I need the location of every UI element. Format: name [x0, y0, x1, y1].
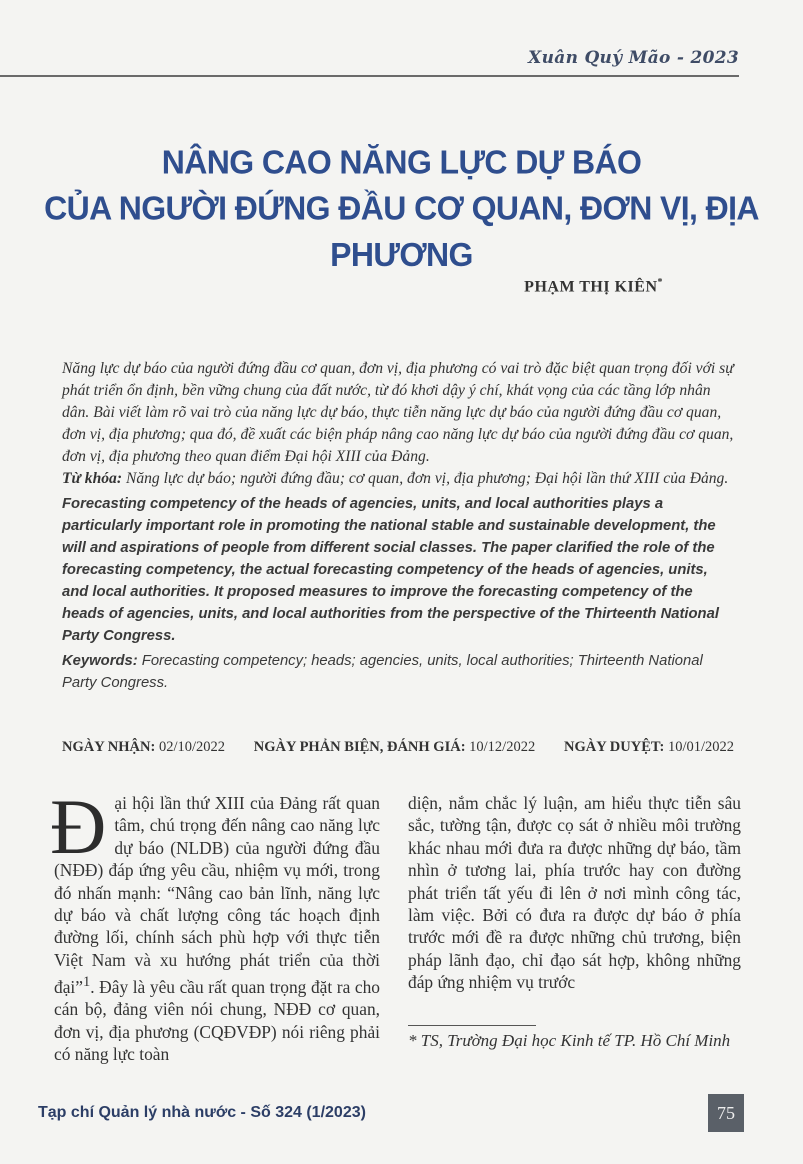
- author-name: [524, 277, 663, 296]
- title-line-2: CỦA NGƯỜI ĐỨNG ĐẦU CƠ QUAN, ĐƠN VỊ, ĐỊA PHƯƠNG: [44, 189, 759, 274]
- body-left-text-2: . Đây là yêu cầu rất quan trọng đặt ra cho cán bộ, đảng viên nói chung, NĐĐ cơ quan, đơn vị, địa phương (CQĐVĐP) nói riêng phải có năng lực toàn: [54, 977, 380, 1065]
- date-review-value: 10/12/2022: [469, 739, 536, 755]
- date-received-value: 02/10/2022: [158, 739, 225, 755]
- issue-title: Xuân Quý Mão - 2023: [528, 48, 739, 68]
- date-approved-label: NGÀY DUYỆT:: [564, 739, 665, 755]
- body-column-left: [50, 783, 380, 1066]
- abstract-vi: Năng lực dự báo của người đứng đầu cơ quan, đơn vị, địa phương có vai trò đặc biệt quan trọng đối với sự phát triển ổn định, bền vững chung của đất nước, từ đó khơi dậy ý chí, khát vọng của các tầng lớp nhân dân. Bài viết làm rõ vai trò của năng lực dự báo, thực tiễn năng lực dự báo của người đứng đầu cơ quan, đơn vị, địa phương; qua đó, đề xuất các biện pháp nâng cao năng lực dự báo của người đứng đầu cơ quan, đơn vị, địa phương theo quan điểm Đại hội XIII của Đảng.: [62, 360, 734, 465]
- date-received: [62, 739, 225, 756]
- date-approved-value: 10/01/2022: [667, 739, 734, 755]
- keywords-vi-label: Từ khóa:: [62, 470, 123, 487]
- body-column-right: [408, 792, 741, 994]
- article-dates: [62, 739, 734, 756]
- journal-name: Tạp chí Quản lý nhà nước - Số 324 (1/2023): [38, 1104, 366, 1121]
- header-divider: [0, 75, 739, 77]
- drop-cap: Đ: [50, 783, 107, 870]
- body-left-text: ại hội lần thứ XIII của Đảng rất quan tâm, chú trọng đến nâng cao năng lực dự báo (NLDB) của người đứng đầu (NĐĐ) đáp ứng yêu cầu, nhiệm vụ mới, trong đó nhấn mạnh: “Nâng cao bản lĩnh, năng lực dự báo và chất lượng công tác hoạch định đường lối, chính sách phù hợp với thực tiễn Việt Nam và xu hướng phát triển của thời đại”: [54, 793, 380, 998]
- keywords-en-label: Keywords:: [62, 653, 138, 669]
- body-right-text: diện, nắm chắc lý luận, am hiểu thực tiễn sâu sắc, tường tận, được cọ sát ở nhiều môi trường khác nhau mới đưa ra được những dự báo, tầm nhìn ở tương lai, phía trước hay con đường phát triển tất yếu đi lên ở nơi mình công tác, làm việc. Bởi có đưa ra được dự báo ở phía trước mới đề ra được những chủ trương, biện pháp lãnh đạo, chỉ đạo sát hợp, không những đáp ứng nhiệm vụ trước: [408, 793, 741, 993]
- author-footnote: * TS, Trường Đại học Kinh tế TP. Hồ Chí Minh: [408, 1031, 731, 1050]
- keywords-en-text: Forecasting competency; heads; agencies, units, local authorities; Thirteenth National Party Congress.: [62, 653, 703, 691]
- footnote-ref: 1: [82, 974, 91, 991]
- keywords-vi-text: Năng lực dự báo; người đứng đầu; cơ quan, đơn vị, địa phương; Đại hội lần thứ XIII của Đảng.: [125, 470, 729, 487]
- keywords-en: [62, 650, 734, 694]
- date-approved: [564, 739, 734, 756]
- author-footnote-mark: *: [657, 277, 663, 288]
- title-line-1: NÂNG CAO NĂNG LỰC DỰ BÁO: [161, 142, 642, 181]
- date-received-label: NGÀY NHẬN:: [62, 739, 156, 755]
- running-header: [0, 0, 803, 76]
- article-title: [40, 139, 763, 278]
- date-review-label: NGÀY PHẢN BIỆN, ĐÁNH GIÁ:: [253, 739, 466, 755]
- date-review: [254, 739, 535, 756]
- abstract-en: Forecasting competency of the heads of agencies, units, and local authorities plays a particularly important role in promoting the national stable and sustainable development, the will and aspirations of people from different social classes. The paper clarified the role of the forecasting competency, the actual forecasting competency of the heads of agencies, units, and local authorities. It proposed measures to improve the forecasting competency of the heads of agencies, units, and local authorities from the perspective of the Thirteenth National Party Congress.: [62, 496, 719, 644]
- abstract: [62, 358, 734, 694]
- footnote-divider: [408, 1025, 536, 1026]
- keywords-vi: [62, 468, 734, 490]
- author-text: PHẠM THỊ KIÊN: [524, 278, 658, 296]
- page-number: 75: [708, 1094, 744, 1132]
